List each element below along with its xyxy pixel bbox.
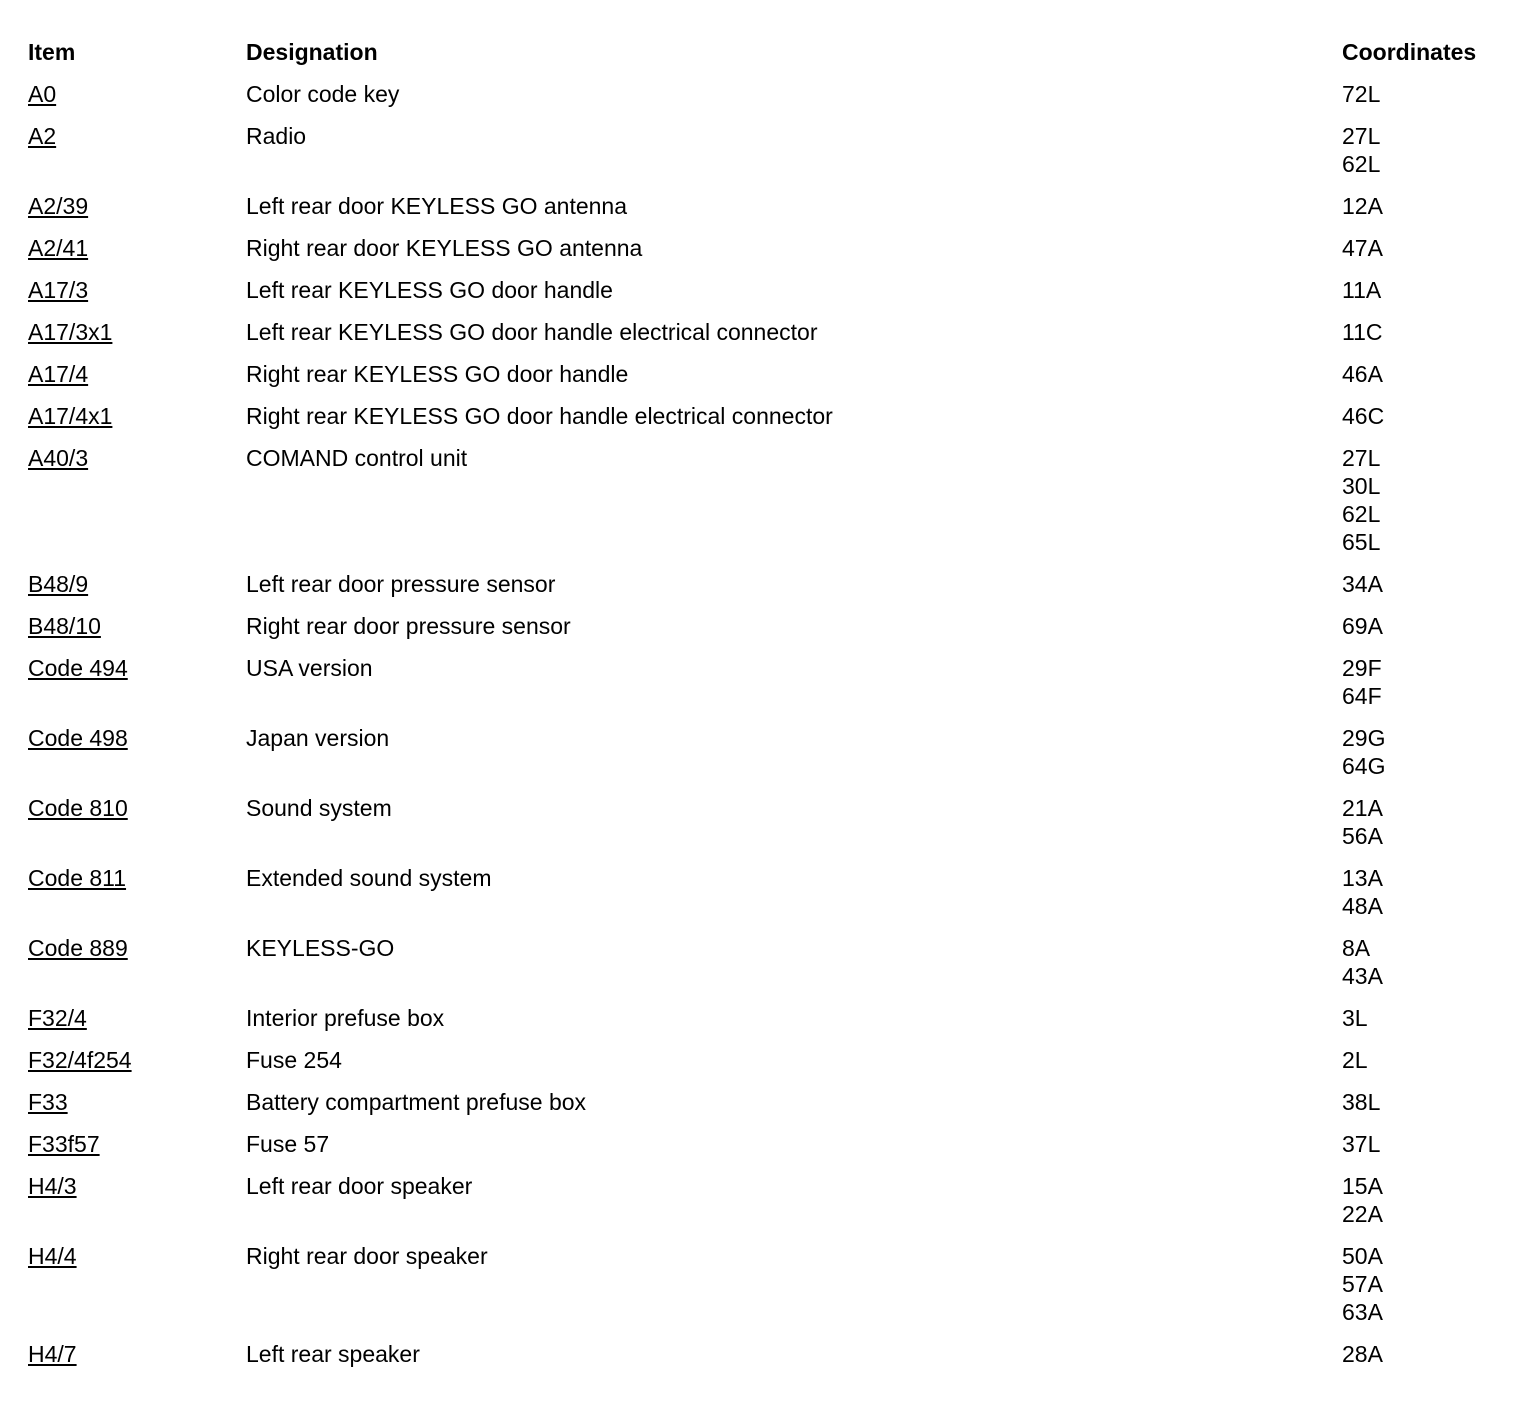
designation-cell: Left rear speaker [246,1341,420,1367]
coordinate-value: 3L [1342,1005,1368,1031]
item-link[interactable]: B48/10 [28,613,101,639]
item-cell [28,794,246,864]
item-link[interactable]: H4/3 [28,1173,77,1199]
coordinates-cell [1342,1046,1502,1088]
designation-cell: KEYLESS-GO [246,935,395,961]
item-link[interactable]: Code 889 [28,935,128,961]
coordinates-cell [1342,360,1502,402]
item-link[interactable]: F32/4f254 [28,1047,132,1073]
item-cell [28,318,246,360]
item-cell [28,1172,246,1242]
item-cell [28,1004,246,1046]
coordinate-value: 72L [1342,81,1381,107]
designation-cell: Left rear door KEYLESS GO antenna [246,193,628,219]
coordinate-value: 69A [1342,613,1383,639]
item-cell [28,724,246,794]
coordinate-value: 48A [1342,893,1383,919]
header-item: Item [28,39,76,65]
designation-cell: Fuse 57 [246,1131,330,1157]
item-link[interactable]: B48/9 [28,571,89,597]
designation-cell: Fuse 254 [246,1047,342,1073]
coordinate-value: 62L [1342,151,1381,177]
coordinate-value: 11C [1342,319,1383,345]
table-row [28,80,1502,122]
designation-cell: Battery compartment prefuse box [246,1089,587,1115]
coordinate-value: 62L [1342,501,1381,527]
table-row [28,1088,1502,1130]
table-row [28,1130,1502,1172]
designation-cell: Interior prefuse box [246,1005,445,1031]
item-cell [28,934,246,1004]
coordinate-value: 15A [1342,1173,1383,1199]
coordinate-value: 50A [1342,1243,1383,1269]
item-cell [28,570,246,612]
item-link[interactable]: H4/4 [28,1243,77,1269]
coordinates-cell [1342,654,1502,724]
coordinates-cell [1342,1172,1502,1242]
coordinates-cell [1342,864,1502,934]
item-link[interactable]: A2 [28,123,57,149]
item-cell [28,1242,246,1340]
table-row [28,612,1502,654]
table-row [28,1004,1502,1046]
designation-cell: Right rear KEYLESS GO door handle electrical connector [246,403,833,429]
item-cell [28,360,246,402]
coordinates-cell [1342,1340,1502,1382]
table-row [28,360,1502,402]
header-coordinates: Coordinates [1342,39,1477,65]
item-cell [28,276,246,318]
coordinate-value: 13A [1342,865,1383,891]
table-row [28,794,1502,864]
designation-cell: Sound system [246,795,392,821]
table-row [28,1046,1502,1088]
coordinates-cell [1342,402,1502,444]
coordinate-value: 63A [1342,1299,1383,1325]
coordinates-cell [1342,444,1502,570]
table-row [28,192,1502,234]
component-legend-table [28,38,1502,1382]
designation-cell: USA version [246,655,373,681]
coordinates-cell [1342,570,1502,612]
coordinates-cell [1342,1088,1502,1130]
coordinate-value: 46C [1342,403,1385,429]
coordinates-cell [1342,1004,1502,1046]
item-link[interactable]: A17/4x1 [28,403,113,429]
coordinate-value: 27L [1342,445,1381,471]
designation-cell: Right rear door speaker [246,1243,488,1269]
item-link[interactable]: A17/3 [28,277,89,303]
coordinates-cell [1342,234,1502,276]
item-cell [28,402,246,444]
coordinate-value: 29F [1342,655,1382,681]
coordinates-cell [1342,276,1502,318]
designation-cell: Left rear door pressure sensor [246,571,556,597]
item-cell [28,1088,246,1130]
item-cell [28,444,246,570]
designation-cell: Left rear door speaker [246,1173,473,1199]
item-link[interactable]: Code 494 [28,655,128,681]
coordinates-cell [1342,794,1502,864]
item-cell [28,612,246,654]
coordinate-value: 21A [1342,795,1383,821]
legend-body [28,80,1502,1382]
coordinates-cell [1342,122,1502,192]
table-row [28,444,1502,570]
coordinate-value: 43A [1342,963,1383,989]
coordinate-value: 34A [1342,571,1383,597]
item-link[interactable]: A2/41 [28,235,89,261]
coordinates-cell [1342,1130,1502,1172]
designation-cell: Radio [246,123,307,149]
item-link[interactable]: F33f57 [28,1131,100,1157]
item-link[interactable]: Code 811 [28,865,127,891]
coordinates-cell [1342,192,1502,234]
item-cell [28,80,246,122]
item-link[interactable]: A0 [28,81,57,107]
designation-cell: Color code key [246,81,400,107]
item-cell [28,654,246,724]
table-row [28,724,1502,794]
coordinate-value: 64G [1342,753,1386,779]
item-cell [28,234,246,276]
item-link[interactable]: F32/4 [28,1005,87,1031]
item-link[interactable]: A17/4 [28,361,89,387]
coordinates-cell [1342,724,1502,794]
coordinate-value: 30L [1342,473,1381,499]
coordinate-value: 22A [1342,1201,1383,1227]
coordinate-value: 11A [1342,277,1382,303]
coordinates-cell [1342,80,1502,122]
designation-cell: Right rear KEYLESS GO door handle [246,361,629,387]
item-link[interactable]: H4/7 [28,1341,77,1367]
coordinates-cell [1342,612,1502,654]
item-cell [28,1130,246,1172]
coordinate-value: 8A [1342,935,1371,961]
table-row [28,934,1502,1004]
coordinate-value: 27L [1342,123,1381,149]
item-link[interactable]: A40/3 [28,445,89,471]
designation-cell: Left rear KEYLESS GO door handle electrical connector [246,319,818,345]
item-cell [28,192,246,234]
coordinate-value: 57A [1342,1271,1383,1297]
table-row [28,1172,1502,1242]
coordinate-value: 64F [1342,683,1382,709]
table-row [28,276,1502,318]
table-row [28,864,1502,934]
table-row [28,234,1502,276]
item-cell [28,864,246,934]
item-link[interactable]: A2/39 [28,193,89,219]
coordinate-value: 2L [1342,1047,1368,1073]
item-link[interactable]: F33 [28,1089,68,1115]
header-row [28,38,1502,80]
coordinate-value: 38L [1342,1089,1381,1115]
table-row [28,570,1502,612]
coordinate-value: 12A [1342,193,1383,219]
item-cell [28,122,246,192]
designation-cell: COMAND control unit [246,445,468,471]
coordinates-cell [1342,934,1502,1004]
header-designation: Designation [246,39,378,65]
table-row [28,654,1502,724]
designation-cell: Right rear door pressure sensor [246,613,571,639]
table-row [28,1340,1502,1382]
designation-cell: Left rear KEYLESS GO door handle [246,277,613,303]
coordinates-cell [1342,318,1502,360]
coordinate-value: 29G [1342,725,1386,751]
coordinate-value: 46A [1342,361,1383,387]
table-row [28,402,1502,444]
coordinate-value: 28A [1342,1341,1383,1367]
item-link[interactable]: Code 498 [28,725,128,751]
designation-cell: Japan version [246,725,390,751]
item-cell [28,1340,246,1382]
table-row [28,1242,1502,1340]
coordinate-value: 65L [1342,529,1381,555]
coordinate-value: 47A [1342,235,1383,261]
coordinate-value: 56A [1342,823,1383,849]
item-link[interactable]: Code 810 [28,795,128,821]
item-link[interactable]: A17/3x1 [28,319,113,345]
table-row [28,318,1502,360]
designation-cell: Extended sound system [246,865,492,891]
item-cell [28,1046,246,1088]
table-row [28,122,1502,192]
coordinate-value: 37L [1342,1131,1381,1157]
coordinates-cell [1342,1242,1502,1340]
designation-cell: Right rear door KEYLESS GO antenna [246,235,643,261]
